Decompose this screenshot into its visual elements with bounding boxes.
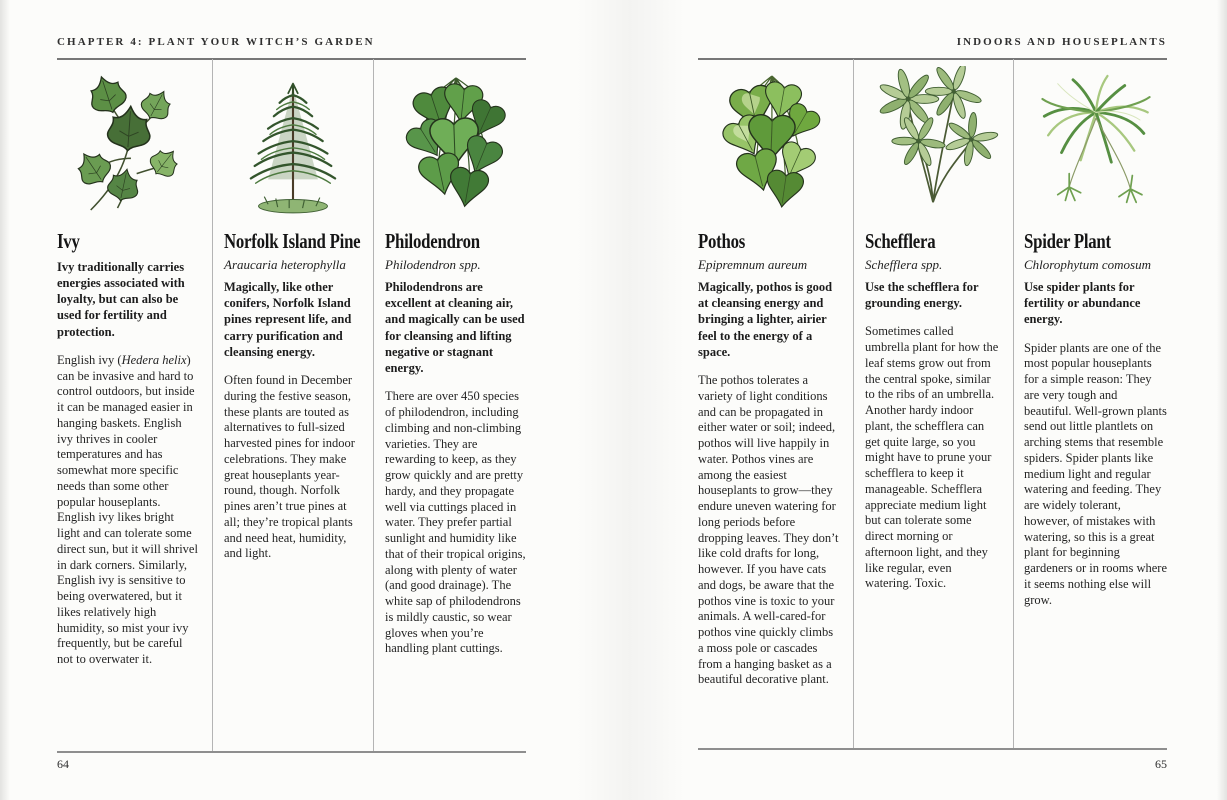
pothos-plant-illustration bbox=[698, 62, 841, 224]
ivy-plant-illustration bbox=[57, 62, 200, 224]
column-spider-plant bbox=[1024, 62, 1167, 608]
page-edge-shadow-left bbox=[0, 0, 10, 800]
running-head-left: CHAPTER 4: PLANT YOUR WITCH’S GARDEN bbox=[57, 36, 375, 48]
column-philodendron bbox=[385, 62, 526, 657]
plant-title-norfolk-island-pine: Norfolk Island Pine bbox=[224, 229, 361, 253]
page-number-left: 64 bbox=[57, 757, 69, 771]
column-divider bbox=[212, 59, 213, 751]
plant-body: Spider plants are one of the most popular houseplants for a simple reason: They are very tough and beautiful. Well-grown plants send out little plantlets on arching stems that resemble spiders. Spider plants like medium light and regular watering and feeding. They are widely tolerant, however, of mistakes with watering, so this is a great plant for beginning gardeners or in rooms where it seems nothing else will grow. bbox=[1024, 340, 1168, 607]
plant-intro: Ivy traditionally carries energies associated with loyalty, but can also be used for fertility and protection. bbox=[57, 259, 185, 339]
page-number-right: 65 bbox=[1155, 757, 1167, 771]
plant-latin-name: Chlorophytum comosum bbox=[1024, 256, 1151, 272]
column-divider bbox=[373, 59, 374, 751]
plant-body: Sometimes called umbrella plant for how the leaf stems grow out from the central spoke, similar to the ribs of an umbrella. Another hardy indoor plant, the schefflera can get quite large, so you might have to prune your schefflera to keep it manageable. Schefflera appreciate medium light but can tolerate some direct morning or afternoon light, and they like regular, even watering. Toxic. bbox=[865, 324, 999, 591]
plant-title-spider-plant: Spider Plant bbox=[1024, 229, 1111, 253]
spider-plant-illustration bbox=[1024, 62, 1167, 224]
plant-latin-name: Philodendron spp. bbox=[385, 256, 481, 272]
header-rule-right bbox=[698, 58, 1167, 60]
plant-latin-name: Epipremnum aureum bbox=[698, 256, 808, 272]
plant-title-schefflera: Schefflera bbox=[865, 229, 936, 253]
plant-intro: Magically, like other conifers, Norfolk Island pines represent life, and carry purification and cleansing energy. bbox=[224, 279, 352, 359]
plant-title-ivy: Ivy bbox=[57, 229, 80, 253]
running-head-right: INDOORS AND HOUSEPLANTS bbox=[956, 36, 1167, 48]
book-gutter-shadow bbox=[575, 0, 685, 800]
philodendron-illustration bbox=[385, 62, 526, 224]
schefflera-plant-illustration bbox=[865, 62, 1001, 224]
column-ivy bbox=[57, 62, 200, 668]
plant-intro: Philodendrons are excellent at cleaning air, and magically can be used for cleansing and lifting negative or stagnant energy. bbox=[385, 279, 525, 376]
plant-title-philodendron: Philodendron bbox=[385, 229, 480, 253]
plant-body: The pothos tolerates a variety of light conditions and can be propagated in either water or soil; indeed, pothos will live happily in water. Pothos vines are among the easiest houseplants to grow—they endure uneven watering for long periods before dropping leaves. They don’t like cold drafts for long, however. If you have cats and dogs, be aware that the pothos vine is toxic to your animals. A well-cared-for pothos vine quickly climbs a moss pole or cascades from a hanging basket as a beautiful decorative plant. bbox=[698, 373, 839, 687]
plant-latin-name: Araucaria heterophylla bbox=[224, 256, 346, 272]
plant-intro: Use the schefflera for grounding energy. bbox=[865, 279, 979, 311]
column-norfolk-island-pine bbox=[224, 62, 361, 562]
plant-body: English ivy (Hedera helix) can be invasive and hard to control outdoors, but inside it can be managed easier in hanging baskets. English ivy thrives in cooler temperatures and has somewhat more specific needs than some other popular houseplants. English ivy likes bright light and can tolerate some direct sun, but it will shrivel in dark corners. Similarly, English ivy is sensitive to being overwatered, but it likes relatively high humidity, so mist your ivy frequently, but be careful not to overwater it. bbox=[57, 352, 198, 667]
plant-intro: Magically, pothos is good at cleansing energy and bringing a lighter, airier feel to the energy of a space. bbox=[698, 279, 833, 359]
header-rule-left bbox=[57, 58, 526, 60]
page-edge-shadow-right bbox=[1217, 0, 1227, 800]
latin-name-inline: Hedera helix bbox=[121, 352, 187, 367]
plant-latin-name: Schefflera spp. bbox=[865, 256, 943, 272]
column-schefflera bbox=[865, 62, 1001, 592]
footer-rule-left bbox=[57, 751, 526, 753]
plant-body: There are over 450 species of philodendron, including climbing and non-climbing varieties. They are rewarding to keep, as they grow quickly and are pretty hardy, and they propagate well via cuttings placed in water. They prefer partial sunlight and humidity like that of their tropical origins, along with plenty of water (and good drainage). The white sap of philodendrons is mildly caustic, so wear gloves when you’re handling plant cuttings. bbox=[385, 389, 526, 656]
footer-rule-right bbox=[698, 748, 1167, 750]
plant-body: Often found in December during the festive season, these plants are touted as alternatives to full-sized harvested pines for indoor celebrations. They make great houseplants year-round, though. Norfolk pines aren’t true pines at all; they’re tropical plants and need heat, humidity, and light. bbox=[224, 373, 355, 561]
plant-intro: Use spider plants for fertility or abundance energy. bbox=[1024, 279, 1141, 327]
plant-title-pothos: Pothos bbox=[698, 229, 746, 253]
norfolk-island-pine-illustration bbox=[224, 62, 361, 224]
column-pothos bbox=[698, 62, 841, 688]
column-divider bbox=[853, 59, 854, 748]
column-divider bbox=[1013, 59, 1014, 748]
